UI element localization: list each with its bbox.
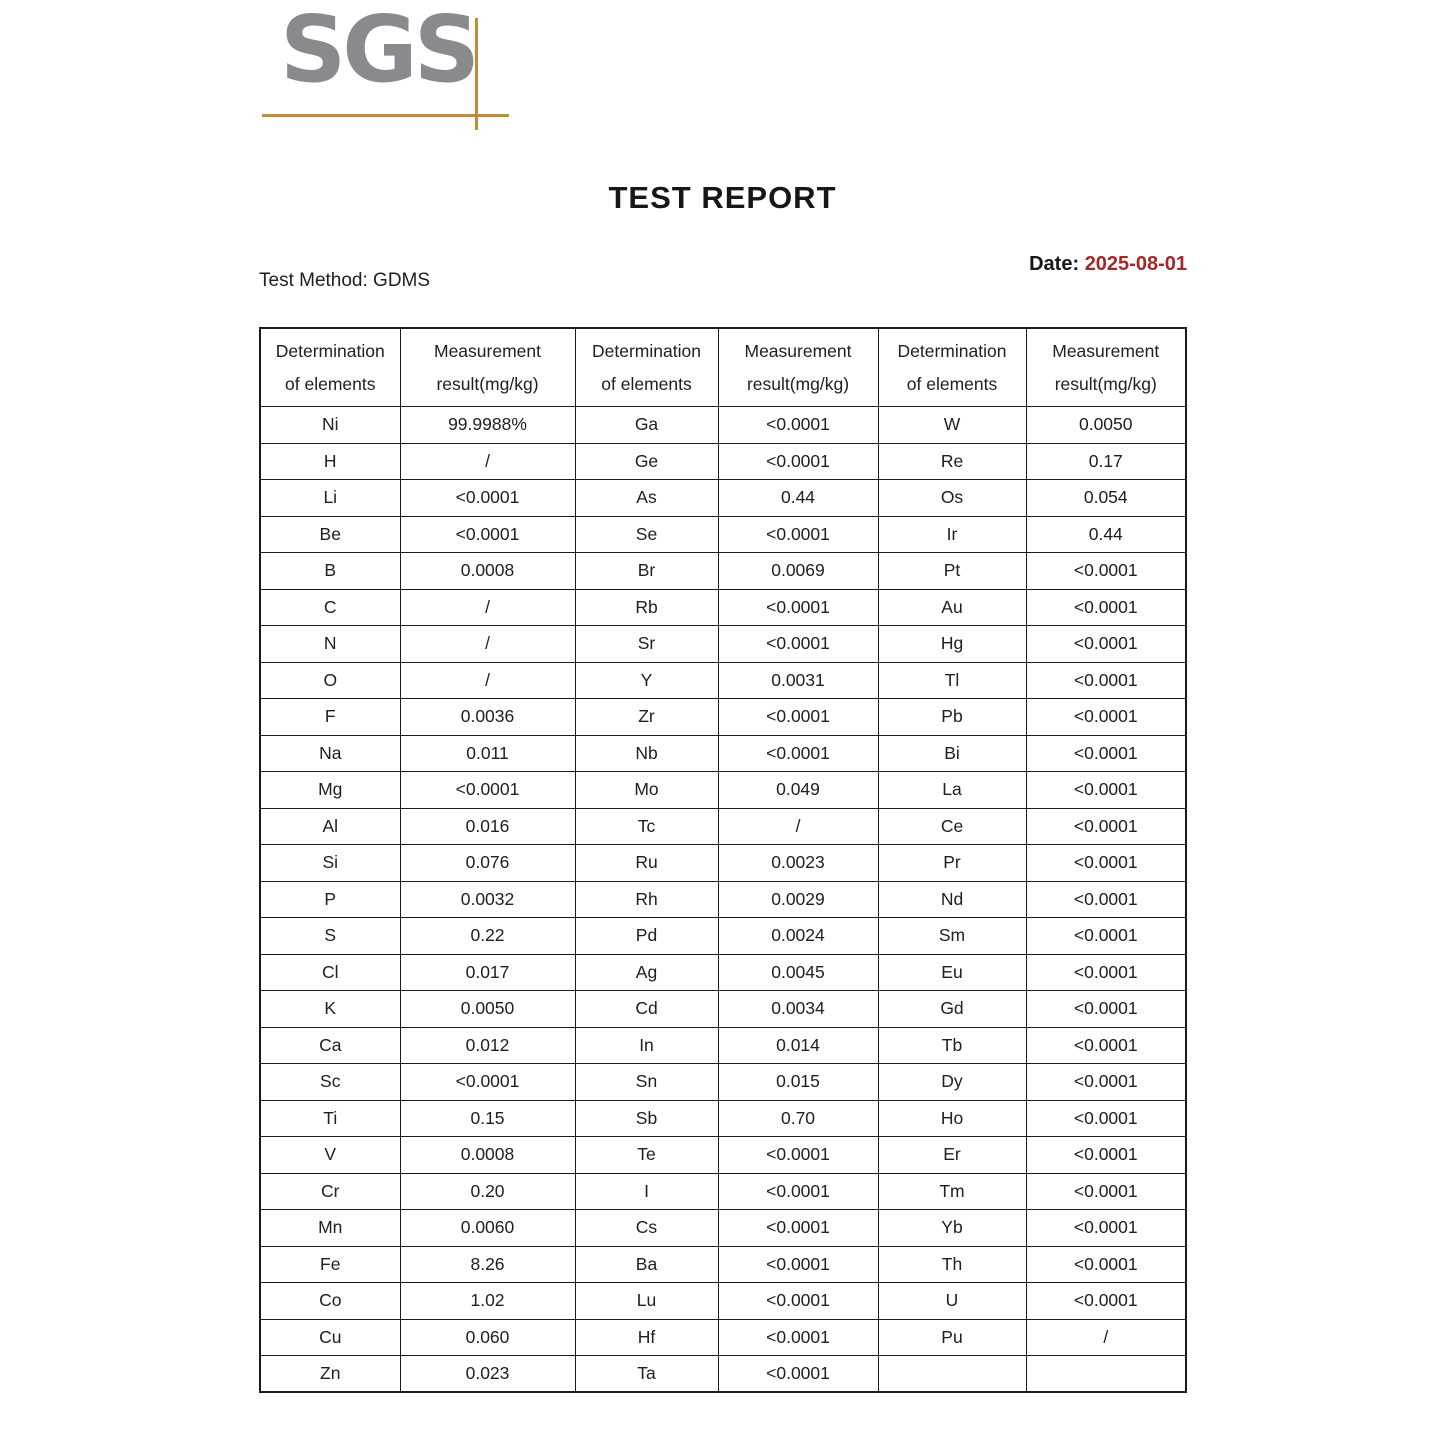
element-cell: Mo [575, 772, 718, 809]
column-header [575, 328, 718, 407]
element-cell: Fe [260, 1246, 400, 1283]
result-cell: 99.9988% [400, 407, 575, 444]
element-cell: Hg [878, 626, 1026, 663]
result-cell: 0.0023 [718, 845, 878, 882]
result-cell: 0.054 [1026, 480, 1186, 517]
result-cell: <0.0001 [1026, 553, 1186, 590]
element-cell: S [260, 918, 400, 955]
element-cell: Li [260, 480, 400, 517]
result-cell: <0.0001 [400, 1064, 575, 1101]
table-row [260, 808, 1186, 845]
table-row [260, 772, 1186, 809]
element-cell: Pt [878, 553, 1026, 590]
result-cell: <0.0001 [718, 1173, 878, 1210]
result-cell: 0.15 [400, 1100, 575, 1137]
result-cell: 8.26 [400, 1246, 575, 1283]
column-header-line2: of elements [285, 373, 376, 394]
table-row [260, 881, 1186, 918]
result-cell: 0.17 [1026, 443, 1186, 480]
result-cell: 0.0034 [718, 991, 878, 1028]
column-header-line2: of elements [906, 373, 998, 394]
column-header-line1: Determination [592, 340, 701, 361]
result-cell: 0.060 [400, 1319, 575, 1356]
result-cell: <0.0001 [718, 1356, 878, 1393]
result-cell: <0.0001 [718, 516, 878, 553]
column-header-line1: Measurement [1052, 340, 1160, 361]
table-row [260, 735, 1186, 772]
result-cell: 0.70 [718, 1100, 878, 1137]
table-row [260, 1064, 1186, 1101]
table-row [260, 1027, 1186, 1064]
column-header [878, 328, 1026, 407]
element-cell: Hf [575, 1319, 718, 1356]
element-cell: H [260, 443, 400, 480]
result-cell: 0.015 [718, 1064, 878, 1101]
element-cell: Rb [575, 589, 718, 626]
result-cell: 0.0031 [718, 662, 878, 699]
date-value: 2025-08-01 [1084, 253, 1187, 275]
element-cell: B [260, 553, 400, 590]
logo-horizontal-line [262, 114, 509, 117]
result-cell: / [400, 626, 575, 663]
result-cell: 0.014 [718, 1027, 878, 1064]
column-header-line2: result(mg/kg) [746, 373, 850, 394]
element-cell: Al [260, 808, 400, 845]
result-cell: 0.44 [718, 480, 878, 517]
result-cell: / [400, 589, 575, 626]
result-cell: <0.0001 [718, 1246, 878, 1283]
result-cell: / [400, 662, 575, 699]
result-cell: <0.0001 [1026, 954, 1186, 991]
element-cell: In [575, 1027, 718, 1064]
element-cell: Sr [575, 626, 718, 663]
element-cell: Rh [575, 881, 718, 918]
column-header-line1: Determination [897, 340, 1007, 361]
result-cell: <0.0001 [718, 1210, 878, 1247]
element-cell: Ru [575, 845, 718, 882]
result-cell: <0.0001 [1026, 1173, 1186, 1210]
table-row [260, 1173, 1186, 1210]
result-cell [1026, 1356, 1186, 1393]
result-cell: 0.0050 [400, 991, 575, 1028]
result-cell: <0.0001 [1026, 881, 1186, 918]
table-row [260, 553, 1186, 590]
result-cell: 0.0008 [400, 1137, 575, 1174]
element-cell [878, 1356, 1026, 1393]
element-cell: K [260, 991, 400, 1028]
result-cell: 0.0032 [400, 881, 575, 918]
table-row [260, 1319, 1186, 1356]
table-row [260, 626, 1186, 663]
result-cell: 1.02 [400, 1283, 575, 1320]
date-label: Date: [1029, 253, 1080, 275]
result-cell: 0.0029 [718, 881, 878, 918]
result-cell: 0.076 [400, 845, 575, 882]
element-cell: Ce [878, 808, 1026, 845]
element-cell: Tm [878, 1173, 1026, 1210]
result-cell: 0.0036 [400, 699, 575, 736]
result-cell: / [718, 808, 878, 845]
element-cell: N [260, 626, 400, 663]
result-cell: <0.0001 [1026, 626, 1186, 663]
result-cell: <0.0001 [718, 1319, 878, 1356]
column-header-line1: Measurement [744, 340, 852, 361]
element-cell: Zr [575, 699, 718, 736]
results-table-body [260, 407, 1186, 1393]
element-cell: Lu [575, 1283, 718, 1320]
element-cell: Ag [575, 954, 718, 991]
column-header [260, 328, 400, 407]
result-cell: <0.0001 [1026, 772, 1186, 809]
sgs-logo-text: SGS [280, 0, 477, 103]
column-header [400, 328, 575, 407]
element-cell: Br [575, 553, 718, 590]
table-row [260, 845, 1186, 882]
element-cell: Y [575, 662, 718, 699]
table-row [260, 1283, 1186, 1320]
result-cell: <0.0001 [400, 516, 575, 553]
result-cell: 0.017 [400, 954, 575, 991]
element-cell: W [878, 407, 1026, 444]
element-cell: Tl [878, 662, 1026, 699]
element-cell: Bi [878, 735, 1026, 772]
table-row [260, 918, 1186, 955]
element-cell: F [260, 699, 400, 736]
result-cell: 0.0045 [718, 954, 878, 991]
element-cell: Nd [878, 881, 1026, 918]
element-cell: Dy [878, 1064, 1026, 1101]
element-cell: Sn [575, 1064, 718, 1101]
element-cell: Yb [878, 1210, 1026, 1247]
date-line [1029, 253, 1187, 276]
element-cell: Cs [575, 1210, 718, 1247]
result-cell: 0.0060 [400, 1210, 575, 1247]
element-cell: Na [260, 735, 400, 772]
element-cell: Zn [260, 1356, 400, 1393]
result-cell: <0.0001 [400, 772, 575, 809]
element-cell: C [260, 589, 400, 626]
table-row [260, 1246, 1186, 1283]
element-cell: Ge [575, 443, 718, 480]
element-cell: Os [878, 480, 1026, 517]
result-cell: <0.0001 [400, 480, 575, 517]
element-cell: Ho [878, 1100, 1026, 1137]
element-cell: V [260, 1137, 400, 1174]
result-cell: 0.44 [1026, 516, 1186, 553]
element-cell: Sb [575, 1100, 718, 1137]
element-cell: U [878, 1283, 1026, 1320]
result-cell: <0.0001 [1026, 918, 1186, 955]
result-cell: <0.0001 [1026, 1064, 1186, 1101]
column-header [1026, 328, 1186, 407]
column-header-line2: result(mg/kg) [1054, 373, 1157, 394]
result-cell: <0.0001 [1026, 1027, 1186, 1064]
element-cell: Pb [878, 699, 1026, 736]
element-cell: P [260, 881, 400, 918]
element-cell: Sc [260, 1064, 400, 1101]
result-cell: <0.0001 [1026, 1210, 1186, 1247]
element-cell: Cr [260, 1173, 400, 1210]
result-cell: <0.0001 [1026, 808, 1186, 845]
element-cell: Ca [260, 1027, 400, 1064]
element-cell: As [575, 480, 718, 517]
table-row [260, 954, 1186, 991]
table-row [260, 1210, 1186, 1247]
result-cell: 0.012 [400, 1027, 575, 1064]
result-cell: <0.0001 [718, 407, 878, 444]
column-header-line2: of elements [601, 373, 692, 394]
page-title: TEST REPORT [608, 180, 837, 215]
result-cell: 0.0069 [718, 553, 878, 590]
result-cell: 0.011 [400, 735, 575, 772]
element-cell: Ba [575, 1246, 718, 1283]
result-cell: <0.0001 [718, 1137, 878, 1174]
table-row [260, 1356, 1186, 1393]
table-row [260, 662, 1186, 699]
result-cell: <0.0001 [1026, 991, 1186, 1028]
element-cell: Ti [260, 1100, 400, 1137]
result-cell: 0.0008 [400, 553, 575, 590]
element-cell: Re [878, 443, 1026, 480]
element-cell: I [575, 1173, 718, 1210]
element-cell: Pr [878, 845, 1026, 882]
result-cell: 0.20 [400, 1173, 575, 1210]
element-cell: Pd [575, 918, 718, 955]
table-row [260, 589, 1186, 626]
table-row [260, 991, 1186, 1028]
result-cell: / [1026, 1319, 1186, 1356]
element-cell: Nb [575, 735, 718, 772]
column-header [718, 328, 878, 407]
result-cell: 0.0050 [1026, 407, 1186, 444]
element-cell: Si [260, 845, 400, 882]
element-cell: Au [878, 589, 1026, 626]
element-cell: Ga [575, 407, 718, 444]
table-row [260, 407, 1186, 444]
element-cell: Mg [260, 772, 400, 809]
element-cell: Ir [878, 516, 1026, 553]
result-cell: 0.016 [400, 808, 575, 845]
element-cell: Mn [260, 1210, 400, 1247]
element-cell: Se [575, 516, 718, 553]
result-cell: <0.0001 [718, 1283, 878, 1320]
result-cell: 0.049 [718, 772, 878, 809]
result-cell: <0.0001 [1026, 662, 1186, 699]
element-cell: La [878, 772, 1026, 809]
result-cell: <0.0001 [718, 443, 878, 480]
element-cell: Sm [878, 918, 1026, 955]
element-cell: Ta [575, 1356, 718, 1393]
result-cell: / [400, 443, 575, 480]
element-cell: Tb [878, 1027, 1026, 1064]
result-cell: <0.0001 [1026, 1137, 1186, 1174]
table-row [260, 443, 1186, 480]
element-cell: Be [260, 516, 400, 553]
table-row [260, 699, 1186, 736]
result-cell: <0.0001 [718, 626, 878, 663]
column-header-line1: Determination [275, 340, 385, 361]
element-cell: Te [575, 1137, 718, 1174]
result-cell: <0.0001 [1026, 1100, 1186, 1137]
result-cell: 0.023 [400, 1356, 575, 1393]
results-table-head [260, 328, 1186, 407]
element-cell: O [260, 662, 400, 699]
sgs-logo [258, 0, 558, 140]
result-cell: <0.0001 [718, 735, 878, 772]
element-cell: Th [878, 1246, 1026, 1283]
result-cell: 0.0024 [718, 918, 878, 955]
table-row [260, 516, 1186, 553]
result-cell: <0.0001 [718, 699, 878, 736]
element-cell: Tc [575, 808, 718, 845]
element-cell: Pu [878, 1319, 1026, 1356]
element-cell: Er [878, 1137, 1026, 1174]
result-cell: <0.0001 [1026, 589, 1186, 626]
results-table [259, 327, 1187, 1393]
column-header-line1: Measurement [434, 340, 541, 361]
result-cell: <0.0001 [1026, 1283, 1186, 1320]
column-header-line2: result(mg/kg) [436, 373, 539, 394]
element-cell: Cd [575, 991, 718, 1028]
result-cell: <0.0001 [1026, 699, 1186, 736]
table-row [260, 480, 1186, 517]
result-cell: <0.0001 [1026, 735, 1186, 772]
table-row [260, 1100, 1186, 1137]
test-method-label: Test Method: GDMS [259, 270, 431, 291]
result-cell: <0.0001 [1026, 845, 1186, 882]
element-cell: Ni [260, 407, 400, 444]
header-row [260, 328, 1186, 407]
table-row [260, 1137, 1186, 1174]
element-cell: Co [260, 1283, 400, 1320]
element-cell: Gd [878, 991, 1026, 1028]
result-cell: <0.0001 [718, 589, 878, 626]
element-cell: Cu [260, 1319, 400, 1356]
element-cell: Eu [878, 954, 1026, 991]
result-cell: <0.0001 [1026, 1246, 1186, 1283]
element-cell: Cl [260, 954, 400, 991]
result-cell: 0.22 [400, 918, 575, 955]
